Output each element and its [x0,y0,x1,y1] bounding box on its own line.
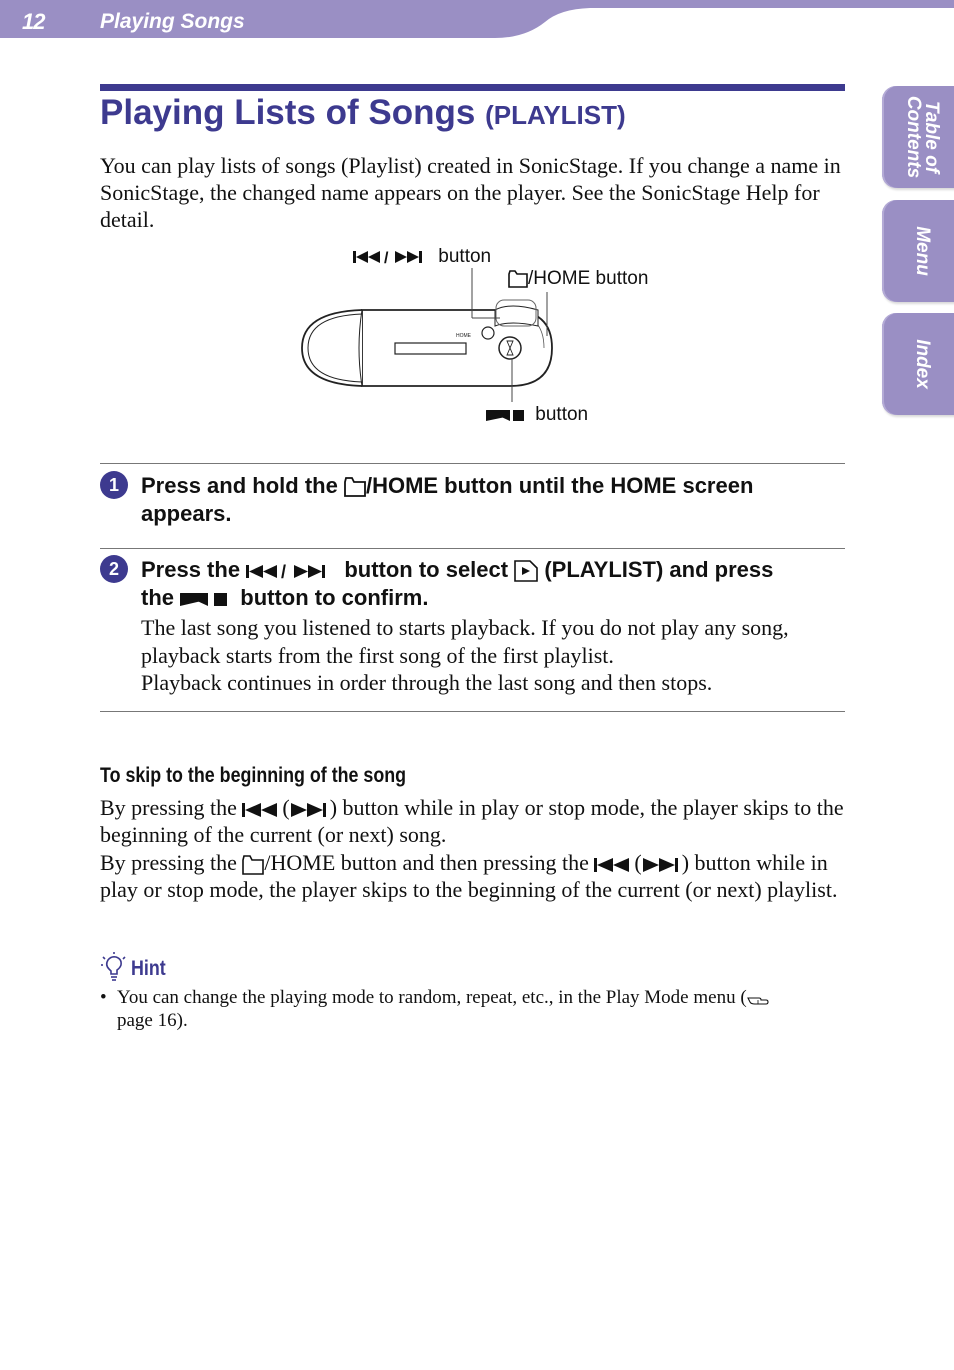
svg-text:/: / [281,562,287,581]
divider [100,548,845,549]
folder-icon [508,270,528,288]
bullet: • [100,987,107,1008]
section-title: Playing Songs [100,10,245,33]
play-stop-button-label: button [486,404,588,426]
title-main: Playing Lists of Songs [100,93,476,132]
prev-next-icon [353,249,433,265]
prev-icon [594,857,634,873]
prev-icon [242,802,282,818]
skip-paragraph-2: By pressing the /HOME button and then pressing the ( ) button while in play or stop mode, the player skips to the beginning of the current (or next) playlist. [100,850,838,902]
page-title [100,93,626,133]
title-rule [100,84,845,91]
tab-label: Index [912,339,933,389]
title-sub: (PLAYLIST) [485,100,626,130]
next-icon [642,857,682,873]
pointing-hand-icon [747,992,771,1006]
tab-table-of-contents[interactable] [882,86,954,188]
skip-button-label: / button [353,246,491,268]
hint-text: You can change the playing mode to random, repeat, etc., in the Play Mode menu ( page 16). [117,986,837,1032]
step-2-heading: Press the / button to select (PLAYLIST) and press the button to confirm. [141,557,774,610]
page-number: 12 [22,9,45,34]
device-diagram [290,240,670,440]
step-1-heading: Press and hold the /HOME button until the HOME screen appears. [141,473,754,526]
skip-paragraph-1: By pressing the ( ) button while in play or stop mode, the player skips to the beginning of the current (or next) song. [100,795,844,847]
step-number: 1 [100,471,128,499]
tab-menu[interactable] [882,200,954,302]
step-2-body-1: The last song you listened to starts playback. If you do not play any song, playback starts from the first song of the first playlist. [141,615,789,668]
divider [100,711,845,712]
divider [100,463,845,464]
folder-icon [344,477,366,497]
next-icon [290,802,330,818]
tab-label: Table of Contents [903,95,942,179]
svg-text:/: / [384,249,389,265]
home-button-label: /HOME button [508,268,648,290]
play-stop-icon [180,590,234,608]
tab-index[interactable] [882,313,954,415]
intro-paragraph: You can play lists of songs (Playlist) created in SonicStage. If you change a name in SonicStage, the changed name appears on the player. See the SonicStage Help for detail. [100,153,841,232]
play-stop-icon [486,407,530,423]
lightbulb-icon [100,952,128,982]
step-number: 2 [100,555,128,583]
hint-label: Hint [131,957,166,980]
skip-heading: To skip to the beginning of the song [100,764,407,787]
tab-label: Menu [912,226,933,276]
prev-next-icon [246,562,338,580]
device-home-label: HOME [456,333,471,339]
step-2-body-2: Playback continues in order through the last song and then stops. [141,670,713,695]
folder-icon [242,855,264,875]
playlist-icon [514,560,538,582]
